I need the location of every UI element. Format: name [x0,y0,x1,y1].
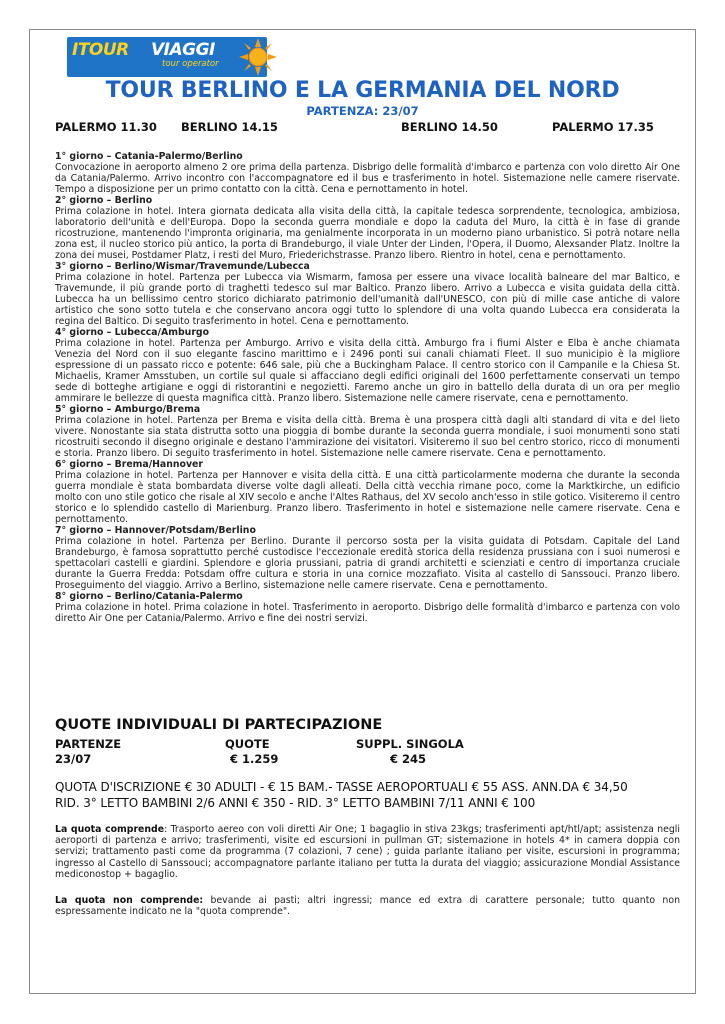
quotes-price: € 1.259 [230,752,279,766]
quotes-single-supplement: € 245 [390,752,427,766]
day-description: Prima colazione in hotel. Partenza per Hannover e visita della città. E una città particolarmente moderna che durante la seconda guerra mondiale è stata bombardata diverse volte dagli alleati. Della città vecchia rimane poco, come la Marktkirche, un edificio molto con uno stile gotico che risale al XIV secolo e anche l'Altes Rathaus, del XV secolo anch'esso in stile gotico. Visiteremo il centro storico e lo splendido castello di Marienburg. Pranzo libero. Trasferimento in hotel e sistemazione nelle camere riservate. Cena e pernottamento. [55,470,680,525]
quotes-header-departures: PARTENZE [55,737,122,751]
day-description: Prima colazione in hotel. Partenza per Brema e visita della città. Brema è una prospera città dagli alti standard di vita e del lieto vivere. Nonostante sia stata distrutta sotto una pioggia di bombe durante la seconda guerra mondiale, i suoi monumenti sono stati ricostruiti secondo il disegno originale e destano l'ammirazione dei visitatori. Visiteremo il suo bel centro storico, ricco di monumenti e storia. Pranzo libero. Di seguito trasferimento in hotel. Sistemazione nelle camere riservate. Cena e pernottamento. [55,415,680,459]
flight-out-arrival: BERLINO 14.15 [181,120,278,134]
day-description: Prima colazione in hotel. Partenza per Lubecca via Wismarm, famosa per essere una vivace località balneare del mar Baltico, e Travemunde, il più grande porto di traghetti tedesco sul mar Baltico. Pranzo libero. Arrivo a Lubecca e visita guidata della città. Lubecca ha un bellissimo centro storico dichiarato patrimonio dell'umanità dall'UNESCO, con più di mille case antiche di valore artistico che sono sotto tutela e che conservano ancora oggi tutto lo splendore di una volta quando Lubecca era considerata la regina del Baltico. Di seguito trasferimento in hotel. Cena e pernottamento. [55,272,680,327]
fees-line-1: QUOTA D'ISCRIZIONE € 30 ADULTI - € 15 BAM.- TASSE AEROPORTUALI € 55 ASS. ANN.DA € 34,50 [55,780,628,794]
itinerary-day [55,591,680,624]
quotes-header-single-supplement: SUPPL. SINGOLA [356,737,464,751]
includes-paragraph [55,824,680,880]
itinerary-day [55,327,680,404]
itinerary-day [55,261,680,327]
quotes-departure-date: 23/07 [55,752,92,766]
page-title: TOUR BERLINO E LA GERMANIA DEL NORD [105,78,620,103]
departure-date: PARTENZA: 23/07 [306,104,419,118]
sun-icon [238,37,278,77]
day-heading: 5° giorno – Amburgo/Brema [55,404,201,415]
logo-tagline: tour operator [162,59,219,69]
day-heading: 3° giorno – Berlino/Wismar/Travemunde/Lubecca [55,261,310,272]
day-description: Prima colazione in hotel. Intera giornata dedicata alla visita della città, la capitale tedesca sorprendente, tecnologica, ambiziosa, laboratorio dell'unità e dell'Europa. Dopo la seconda guerra mondiale e dopo la caduta del Muro, la città è in fase di grande ricostruzione, mantenendo l'impronta originaria, ma genialmente incorporata in un moderno piano urbanistico. Si potrà notare nella zona est, il nucleo storico più antico, la porta di Brandeburgo, il viale Unter der Linden, l'Opera, il Duomo, Alexsander Platz. Inoltre la zona dei musei, Postdamer Platz, i resti del Muro, Friederichstrasse. Pranzo libero. Rientro in hotel, cena e pernottamento. [55,206,680,261]
fees-line-2: RID. 3° LETTO BAMBINI 2/6 ANNI € 350 - RID. 3° LETTO BAMBINI 7/11 ANNI € 100 [55,796,536,810]
day-description: Convocazione in aeroporto almeno 2 ore prima della partenza. Disbrigo delle formalità d'imbarco e partenza con volo diretto Air One da Catania/Palermo. Arrivo incontro con l'accompagnatore ed il bus e trasferimento in hotel. Sistemazione nelle camere riservate. Tempo a disposizione per un primo contatto con la città. Cena e pernottamento in hotel. [55,162,680,195]
flight-return-arrival: PALERMO 17.35 [552,120,654,134]
day-heading: 4° giorno – Lubecca/Amburgo [55,327,210,338]
logo-itour-text: ITOUR [72,40,129,60]
itour-viaggi-logo [67,37,290,77]
itinerary-day [55,459,680,525]
logo-viaggi-text: VIAGGI [151,40,215,60]
day-heading: 8° giorno – Berlino/Catania-Palermo [55,591,243,602]
excludes-paragraph [55,895,680,917]
excludes-label: La quota non comprende: [55,895,204,906]
itinerary-day [55,525,680,591]
day-heading: 1° giorno – Catania-Palermo/Berlino [55,151,243,162]
itinerary-day [55,404,680,459]
itinerary-day [55,151,680,195]
day-description: Prima colazione in hotel. Partenza per Amburgo. Arrivo e visita della città. Amburgo fra i fiumi Alster e Elba è anche chiamata Venezia del Nord con il suo elegante fascino marittimo e i 2496 ponti sui canali chiamati Fleet. Il suo municipio è la migliore espressione di un passato ricco e potente: 646 sale, più che a Buckingham Palace. Il centro storico con il Campanile e la Chiesa St. Michaelis, Kramer Amsstuben, un cortile sul quale si affacciano degli edifici originali del 1600 perfettamente conservati un tempo sede di botteghe artigiane e oggi di ristorantini e negozietti. Faremo anche un giro in battello della durata di un ora per meglio ammirare le bellezze di questa magnifica città. Pranzo libero. Sistemazione nelle camere riservate, cena e pernottamento. [55,338,680,404]
excludes-text: bevande ai pasti; altri ingressi; mance ed extra di carattere personale; tutto quanto non espressamente indicato ne la "quota comprende". [55,895,680,918]
day-heading: 7° giorno – Hannover/Potsdam/Berlino [55,525,256,536]
flight-return-departure: BERLINO 14.50 [401,120,498,134]
itinerary [55,151,680,624]
day-heading: 6° giorno – Brema/Hannover [55,459,203,470]
includes-label: La quota comprende [55,824,165,835]
day-heading: 2° giorno – Berlino [55,195,153,206]
day-description: Prima colazione in hotel. Prima colazione in hotel. Trasferimento in aeroporto. Disbrigo delle formalità d'imbarco e partenza con volo diretto Air One per Catania/Palermo. Arrivo e fine dei nostri servizi. [55,602,680,624]
flight-out-departure: PALERMO 11.30 [55,120,157,134]
includes-text: : Trasporto aereo con voli diretti Air One; 1 bagaglio in stiva 23kgs; trasferimenti apt/htl/apt; assistenza negli aeroporti di partenza e arrivo; trasferimenti, visite ed escursioni in pullman GT; sistemazione in hotels 4* in camera doppia con servizi; trattamento pasti come da programma (7 colazioni, 7 cene) ; guida parlante italiano per visite, escursioni in programma; ingresso al Castello di Sanssouci; accompagnatore parlante italiano per tutta la durata del viaggio; assicurazione Mondial Assistance mediconostop + bagaglio. [55,824,680,880]
quotes-section-title: QUOTE INDIVIDUALI DI PARTECIPAZIONE [55,717,383,733]
day-description: Prima colazione in hotel. Partenza per Berlino. Durante il percorso sosta per la visita guidata di Potsdam. Capitale del Land Brandeburgo, è famosa soprattutto perché custodisce l'eccezionale eredità storica della residenza prussiana con i suoi numerosi e spettacolari castelli e giardini. Splendore e gloria prussiani, patria di grandi architetti e scienziati e centro di importanza cruciale durante la Guerra Fredda: Potsdam offre cultura e storia in una cornice mozzafiato. Visita al castello di Sanssouci. Pranzo libero. Proseguimento del viaggio. Arrivo a Berlino, sistemazione nelle camere riservate. Cena e pernottamento. [55,536,680,591]
quotes-header-price: QUOTE [225,737,270,751]
itinerary-day [55,195,680,261]
